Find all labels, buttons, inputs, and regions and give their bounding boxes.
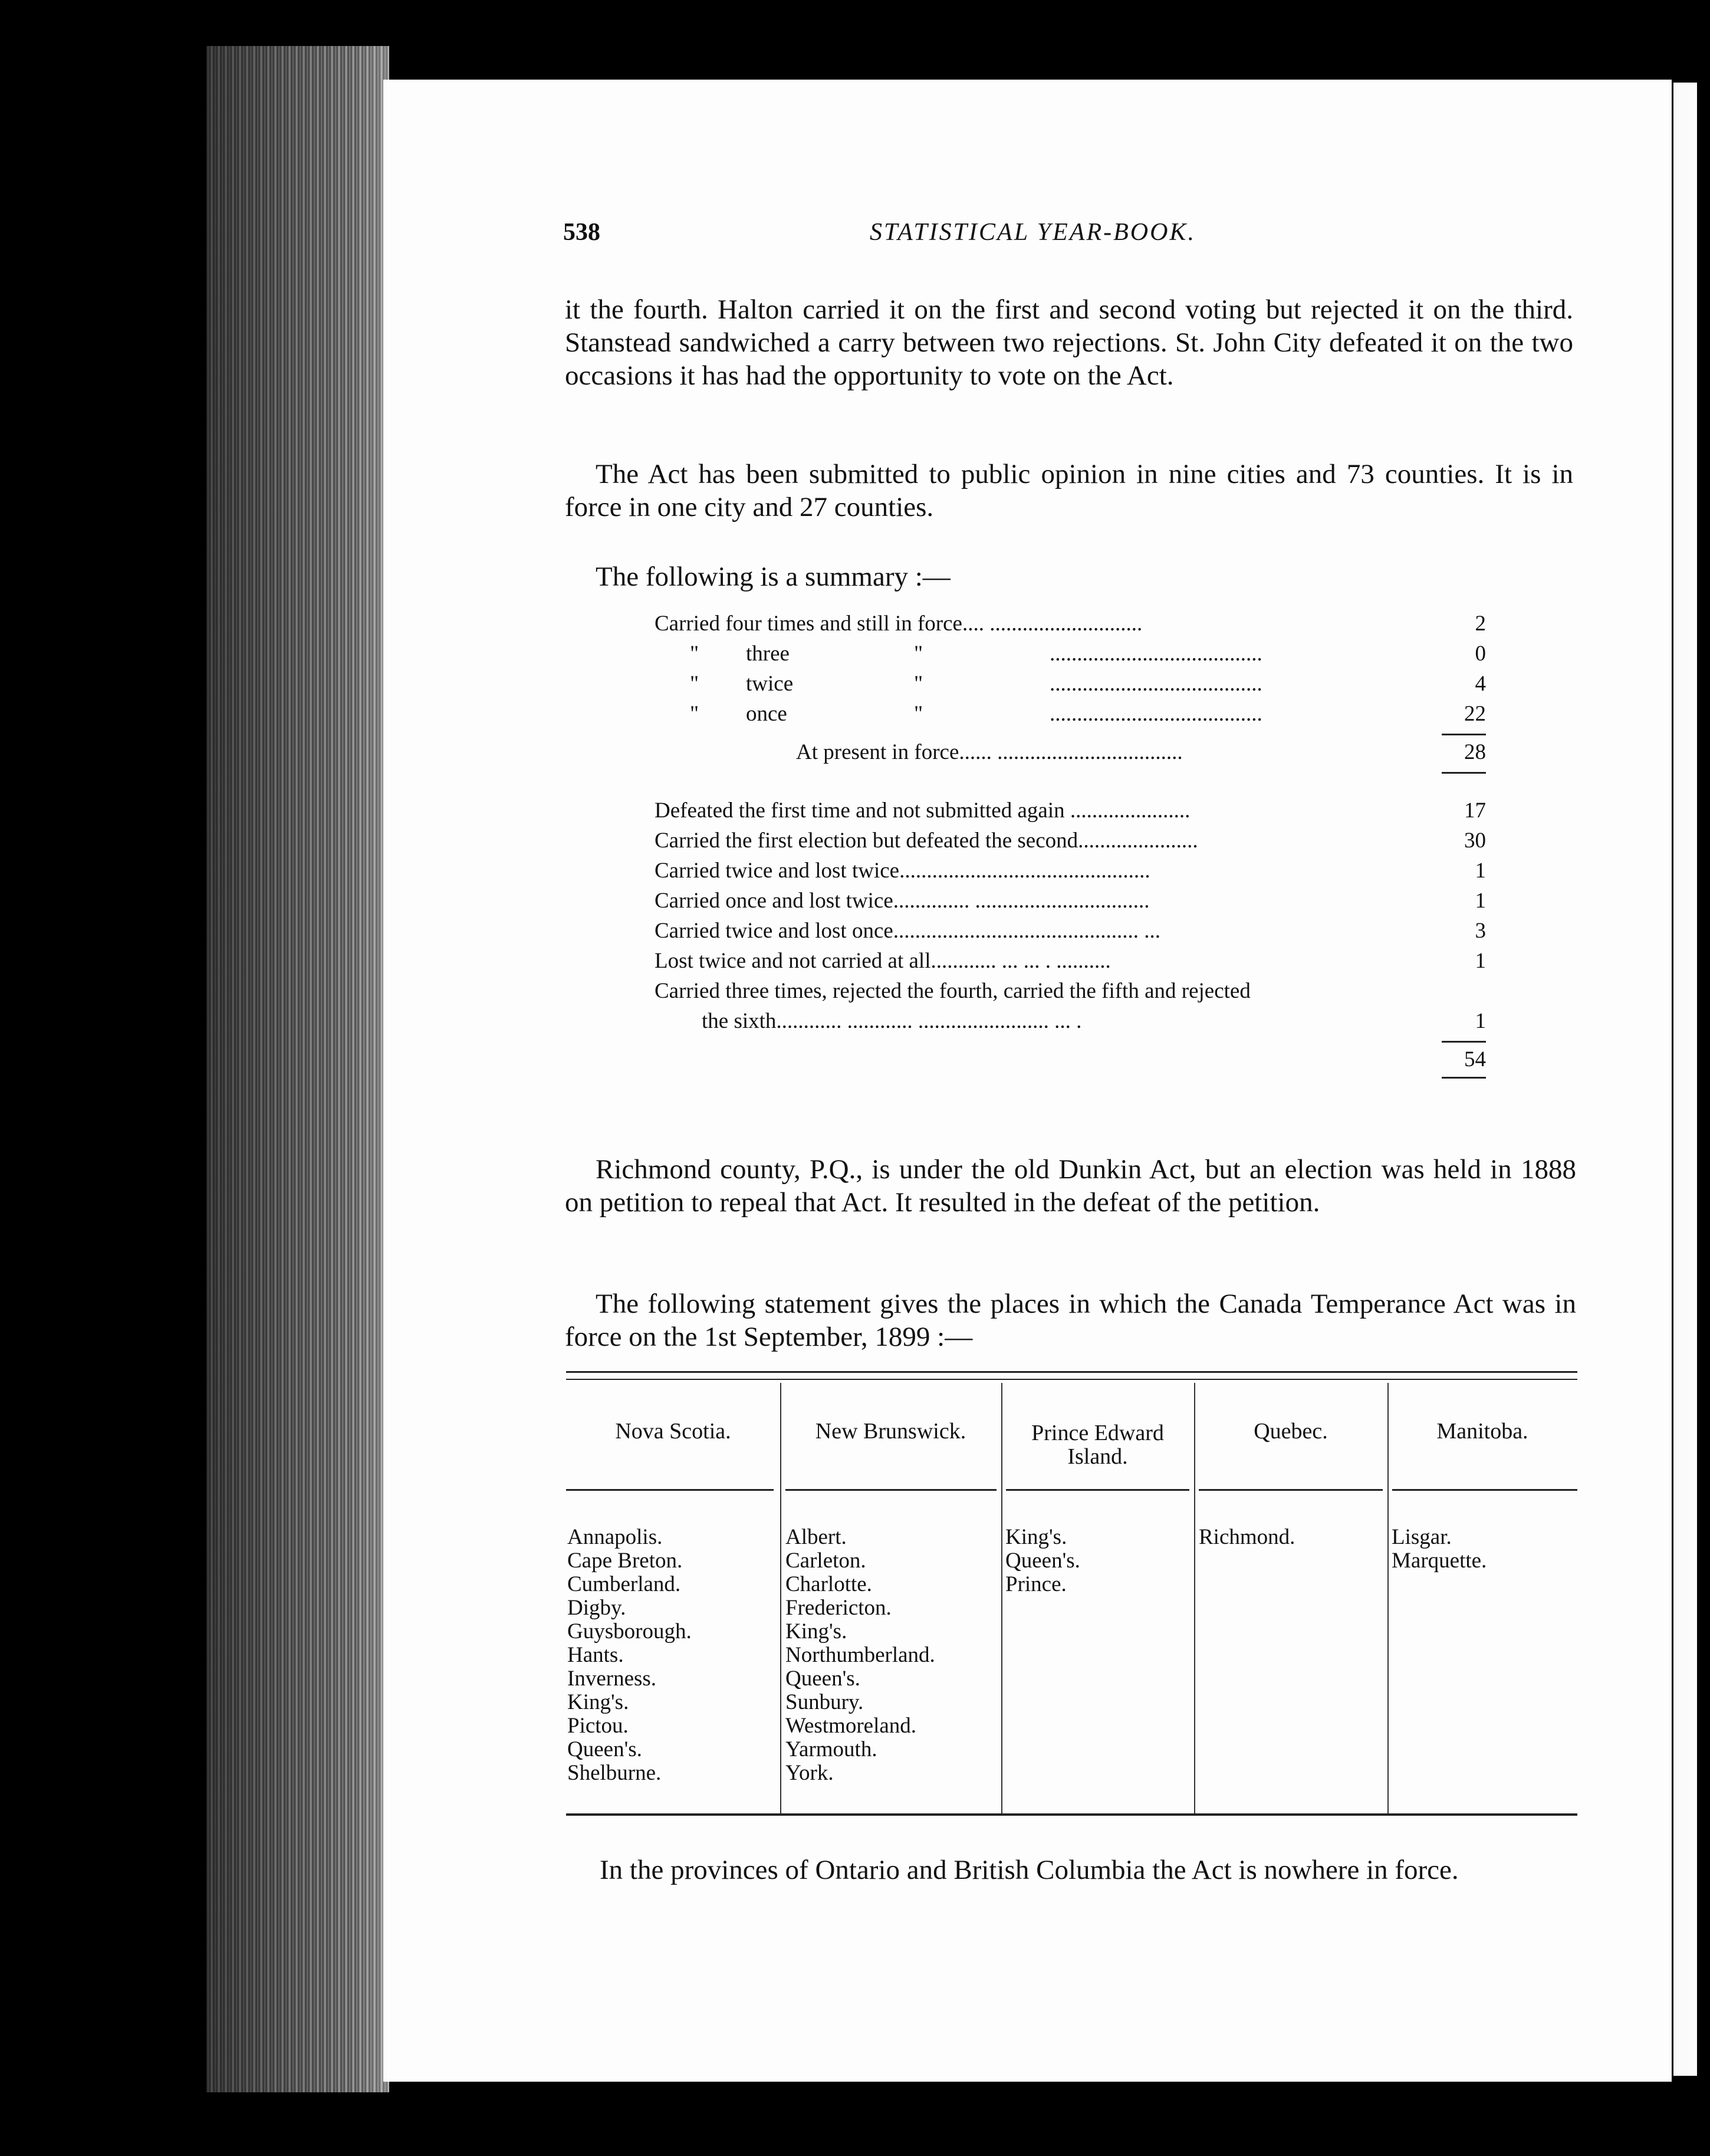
column-divider [780,1383,781,1813]
pei-list [1005,1526,1080,1596]
header-rule [566,1489,774,1491]
column-divider [1194,1383,1195,1813]
summary-value: 22 [1464,702,1486,726]
total-rule [1442,772,1486,774]
summary-value: 1 [1475,1009,1486,1033]
summary-row [655,916,1486,946]
list-item: King's. [567,1690,629,1714]
running-head [563,218,1259,254]
summary-value: 2 [1475,612,1486,636]
list-item: Shelburne. [567,1761,662,1785]
list-item: Westmoreland. [785,1714,917,1738]
summary-label: Carried twice and lost once............................................. ... [655,919,1161,943]
list-item: Fredericton. [785,1596,892,1620]
header-rule [1199,1489,1383,1491]
ditto-mark: " [914,642,923,666]
paragraph-summary-intro: The following is a summary :— [596,561,951,592]
list-item: Queen's. [567,1737,642,1761]
page-edges-shadow [206,46,389,2092]
total-rule [1442,734,1486,735]
new-brunswick-list [785,1526,935,1785]
summary-label: Carried once and lost twice.............. ................................ [655,889,1150,913]
list-item: Guysborough. [567,1619,692,1644]
column-header-quebec: Quebec. [1254,1419,1328,1444]
table-bottom-rule [566,1813,1577,1816]
summary-row [655,946,1486,976]
provinces-table [566,1371,1577,1819]
page-number: 538 [563,219,600,246]
summary-label: Carried three times, rejected the fourth, carried the fifth and rejected [655,979,1251,1003]
summary-value: 3 [1475,919,1486,943]
list-item: Carleton. [785,1549,866,1573]
summary-label: Lost twice and not carried at all............ ... ... . .......... [655,949,1111,973]
summary-row [655,609,1486,639]
list-item: Charlotte. [785,1572,872,1596]
summary-label: Defeated the first time and not submitted again ...................... [655,798,1191,823]
summary-row [655,796,1486,826]
list-item: Richmond. [1199,1525,1295,1549]
summary-value: 1 [1475,949,1486,973]
summary-label: three [746,642,790,666]
total-rule [1442,1077,1486,1079]
list-item: King's. [785,1619,847,1644]
list-item: Cape Breton. [567,1549,683,1573]
rule-row [655,729,1486,737]
rule-row [655,767,1486,796]
summary-value: 1 [1475,859,1486,883]
list-item: Prince. [1005,1572,1067,1596]
header-rule [1392,1489,1577,1491]
list-item: Northumberland. [785,1643,935,1667]
list-item: Marquette. [1392,1549,1487,1573]
column-header-pei: Prince Edward Island. [1031,1421,1164,1469]
column-header-nova-scotia: Nova Scotia. [615,1419,731,1444]
summary-total-row [655,1044,1486,1074]
manitoba-list [1392,1526,1487,1573]
summary-label: once [746,702,787,726]
leader-dots: ....................................... [1050,672,1262,696]
quebec-list [1199,1526,1295,1549]
leader-dots: ....................................... [1050,642,1262,666]
total-rule [1442,1041,1486,1043]
summary-row-present [655,737,1486,767]
nova-scotia-list [567,1526,692,1785]
list-item: King's. [1005,1525,1067,1549]
column-header-new-brunswick: New Brunswick. [815,1419,966,1444]
ditto-mark: " [690,702,699,726]
list-item: Lisgar. [1392,1525,1452,1549]
column-divider [1387,1383,1389,1813]
summary-row [655,886,1486,916]
summary-row [655,976,1486,1006]
summary-row [655,1006,1486,1036]
summary-value: 4 [1475,672,1486,696]
paragraph-ontario-bc: In the provinces of Ontario and British Columbia the Act is nowhere in force. [600,1855,1459,1885]
table-top-rule [566,1371,1577,1380]
summary-value: 17 [1464,798,1486,823]
summary-label: Carried twice and lost twice.............................................. [655,859,1150,883]
list-item: Annapolis. [567,1525,663,1549]
list-item: Hants. [567,1643,624,1667]
list-item: Albert. [785,1525,847,1549]
list-item: Yarmouth. [785,1737,877,1761]
ditto-mark: " [914,672,923,696]
list-item: Pictou. [567,1714,629,1738]
list-item: Inverness. [567,1667,657,1691]
ditto-mark: " [690,642,699,666]
ditto-mark: " [914,702,923,726]
summary-value: 1 [1475,889,1486,913]
ditto-mark: " [690,672,699,696]
summary-row [655,669,1486,699]
list-item: Digby. [567,1596,626,1620]
paragraph-continuation: it the fourth. Halton carried it on the first and second voting but rejected it on the third. Stanstead sandwiched a carry between two rejections. St. John City defeated it on the two occasions it has had the opportunity to vote on the Act. [565,294,1573,391]
summary-label: Carried four times and still in force.... ............................ [655,612,1143,636]
column-header-manitoba: Manitoba. [1436,1419,1528,1444]
summary-value: 28 [1464,740,1486,764]
running-title: STATISTICAL YEAR-BOOK. [870,219,1196,246]
paragraph-statement-intro: The following statement gives the places in which the Canada Temperance Act was in force on the 1st September, 1899 :— [565,1289,1576,1352]
header-rule [785,1489,997,1491]
summary-row [655,699,1486,729]
summary-row [655,856,1486,886]
summary-row [655,826,1486,856]
list-item: Sunbury. [785,1690,864,1714]
list-item: Queen's. [1005,1549,1080,1573]
summary-label: At present in force...... .................................. [796,740,1183,764]
summary-label: twice [746,672,794,696]
list-item: Cumberland. [567,1572,681,1596]
list-item: York. [785,1761,834,1785]
summary-value: 30 [1464,829,1486,853]
paragraph-act-submitted: The Act has been submitted to public opinion in nine cities and 73 counties. It is in force in one city and 27 counties. [565,459,1573,522]
summary-total: 54 [1464,1047,1486,1072]
summary-table [655,609,1486,1083]
summary-label: the sixth............ ............ ........................ ... . [702,1009,1082,1033]
summary-value: 0 [1475,642,1486,666]
paragraph-richmond: Richmond county, P.Q., is under the old Dunkin Act, but an election was held in 1888 on petition to repeal that Act. It resulted in the defeat of the petition. [565,1154,1576,1218]
summary-row [655,639,1486,669]
rule-row [655,1036,1486,1044]
header-rule [1006,1489,1189,1491]
rule-row [655,1074,1486,1083]
leader-dots: ....................................... [1050,702,1262,726]
facing-page-strip [1673,83,1697,2076]
list-item: Queen's. [785,1667,860,1691]
summary-label: Carried the first election but defeated the second...................... [655,829,1198,853]
